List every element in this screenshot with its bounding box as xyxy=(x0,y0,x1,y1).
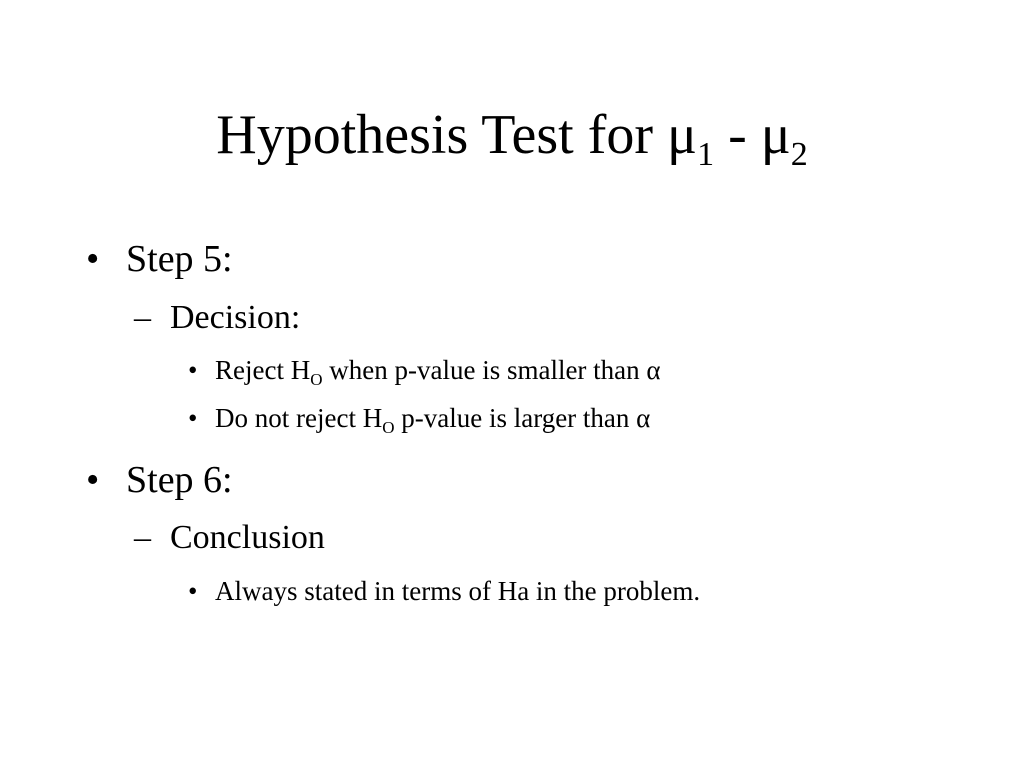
title-subscript-1: 1 xyxy=(697,136,715,173)
title-minus-mu: - μ xyxy=(714,104,791,166)
bullet-step6: • xyxy=(86,459,100,501)
reject-h-subscript: O xyxy=(310,370,323,389)
not-reject-h-subscript: O xyxy=(382,418,395,437)
not-reject-rule xyxy=(215,402,651,437)
reject-suffix: when p-value is smaller than α xyxy=(322,355,661,385)
step6-heading: Step 6: xyxy=(126,459,233,501)
decision-heading: Decision: xyxy=(170,299,301,336)
dash-conclusion: – xyxy=(134,519,151,556)
slide-title xyxy=(0,100,1024,173)
conclusion-rule: Always stated in terms of Ha in the problem. xyxy=(215,576,701,606)
not-reject-prefix: Do not reject H xyxy=(215,403,383,433)
reject-prefix: Reject H xyxy=(215,355,311,385)
title-subscript-2: 2 xyxy=(790,136,808,173)
bullet-not-reject: • xyxy=(188,403,198,433)
not-reject-suffix: p-value is larger than α xyxy=(394,403,651,433)
reject-rule xyxy=(215,354,661,389)
title-text: Hypothesis Test for μ xyxy=(216,104,698,166)
step5-heading: Step 5: xyxy=(126,238,233,280)
bullet-always: • xyxy=(188,576,198,606)
bullet-step5: • xyxy=(86,238,100,280)
conclusion-heading: Conclusion xyxy=(170,519,325,556)
dash-decision: – xyxy=(134,299,151,336)
bullet-reject: • xyxy=(188,355,198,385)
